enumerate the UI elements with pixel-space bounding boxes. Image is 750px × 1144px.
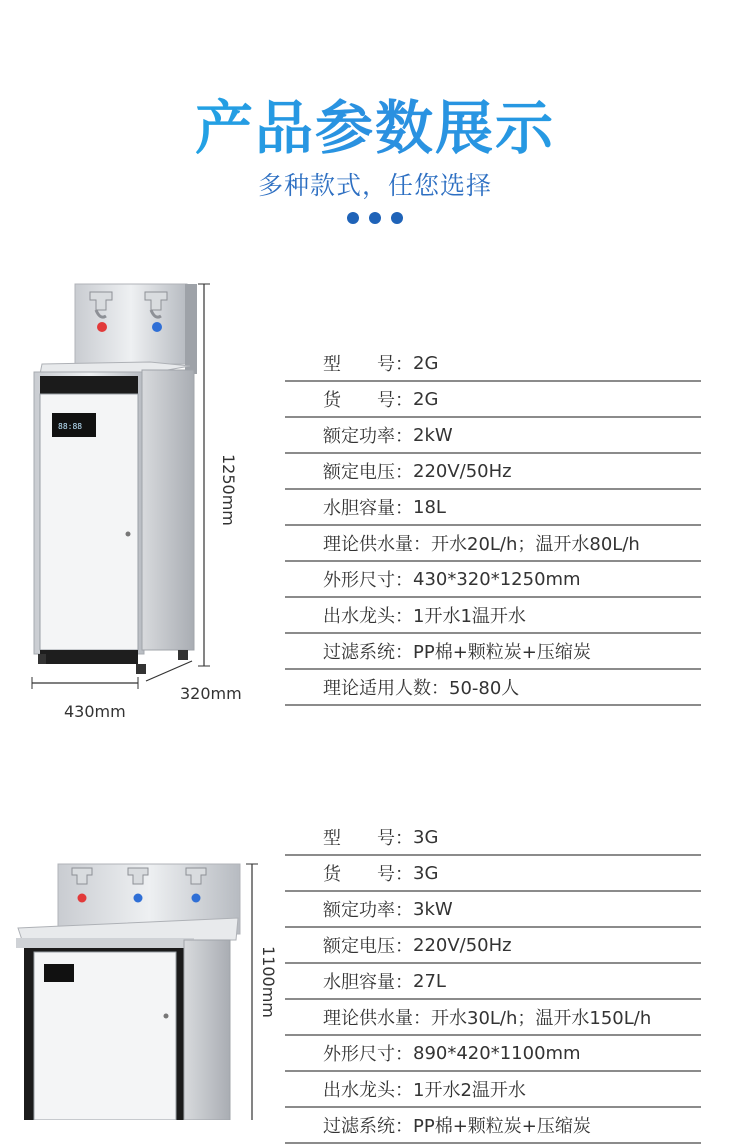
- dot: [369, 212, 381, 224]
- spec-row: [285, 1036, 701, 1072]
- spec-row: [285, 526, 701, 562]
- spec-row: [285, 346, 701, 382]
- spec-label: 出水龙头：: [323, 1080, 413, 1101]
- spec-label: 额定功率：: [323, 426, 413, 447]
- spec-row: [285, 964, 701, 1000]
- spec-label: 理论适用人数：: [323, 678, 449, 699]
- spec-row: [285, 1072, 701, 1108]
- spec-label: 外形尺寸：: [323, 1044, 413, 1065]
- spec-row: [285, 634, 701, 670]
- width-dimension-label: 430mm: [64, 702, 126, 721]
- spec-row: [285, 856, 701, 892]
- spec-value: PP棉+颗粒炭+压缩炭: [413, 642, 591, 663]
- spec-row: [285, 418, 701, 454]
- spec-label: 理论供水量：: [323, 1008, 431, 1029]
- product-2g-section: [0, 270, 750, 730]
- spec-value: 2G: [413, 388, 439, 410]
- spec-table: [285, 820, 701, 1144]
- spec-label: 货 号：: [323, 864, 413, 885]
- spec-value: 2G: [413, 352, 439, 374]
- spec-value: PP棉+颗粒炭+压缩炭: [413, 1116, 591, 1137]
- spec-value: 3kW: [413, 898, 453, 920]
- height-dimension-label: 1100mm: [259, 946, 278, 1018]
- warm-water-indicator-icon: [134, 894, 143, 903]
- warm-water-indicator-icon: [192, 894, 201, 903]
- spec-label: 货 号：: [323, 390, 413, 411]
- spec-value: 1开水1温开水: [413, 606, 526, 627]
- warm-water-indicator-icon: [152, 322, 162, 332]
- spec-label: 外形尺寸：: [323, 570, 413, 591]
- spec-value: 220V/50Hz: [413, 460, 512, 482]
- spec-value: 2kW: [413, 424, 453, 446]
- spec-value: 430*320*1250mm: [413, 568, 581, 590]
- spec-label: 额定功率：: [323, 900, 413, 921]
- dot: [347, 212, 359, 224]
- page-title: 产品参数展示: [0, 88, 750, 168]
- spec-label: 型 号：: [323, 354, 413, 375]
- spec-value: 220V/50Hz: [413, 934, 512, 956]
- height-dimension-label: 1250mm: [219, 454, 238, 526]
- spec-label: 水胆容量：: [323, 972, 413, 993]
- spec-label: 额定电压：: [323, 462, 413, 483]
- product-3g-section: [0, 820, 750, 1137]
- depth-dimension-label: 320mm: [180, 684, 242, 703]
- hot-water-indicator-icon: [97, 322, 107, 332]
- spec-row: [285, 490, 701, 526]
- spec-value: 开水20L/h；温开水80L/h: [431, 534, 640, 555]
- spec-value: 开水30L/h；温开水150L/h: [431, 1008, 652, 1029]
- spec-row: [285, 382, 701, 418]
- spec-row: [285, 670, 701, 706]
- spec-label: 过滤系统：: [323, 1116, 413, 1137]
- spec-row: [285, 454, 701, 490]
- spec-label: 过滤系统：: [323, 642, 413, 663]
- spec-value: 3G: [413, 826, 439, 848]
- spec-label: 型 号：: [323, 828, 413, 849]
- spec-value: 3G: [413, 862, 439, 884]
- hot-water-indicator-icon: [78, 894, 87, 903]
- spec-row: [285, 562, 701, 598]
- spec-row: [285, 928, 701, 964]
- svg-text:88:88: 88:88: [58, 422, 83, 431]
- spec-label: 水胆容量：: [323, 498, 413, 519]
- spec-label: 出水龙头：: [323, 606, 413, 627]
- spec-label: 额定电压：: [323, 936, 413, 957]
- spec-row: [285, 598, 701, 634]
- spec-row: [285, 892, 701, 928]
- spec-row: [285, 1000, 701, 1036]
- page-subtitle: 多种款式，任您选择: [257, 171, 492, 200]
- spec-value: 18L: [413, 496, 446, 518]
- water-boiler-3g-image: [0, 820, 280, 1120]
- spec-value: 50-80人: [449, 678, 520, 699]
- spec-value: 1开水2温开水: [413, 1080, 526, 1101]
- spec-value: 890*420*1100mm: [413, 1042, 581, 1064]
- decorative-dots: [347, 212, 407, 226]
- dot: [391, 212, 403, 224]
- spec-label: 理论供水量：: [323, 534, 431, 555]
- spec-table: [285, 346, 701, 706]
- spec-value: 27L: [413, 970, 446, 992]
- spec-row: [285, 1108, 701, 1144]
- spec-row: [285, 820, 701, 856]
